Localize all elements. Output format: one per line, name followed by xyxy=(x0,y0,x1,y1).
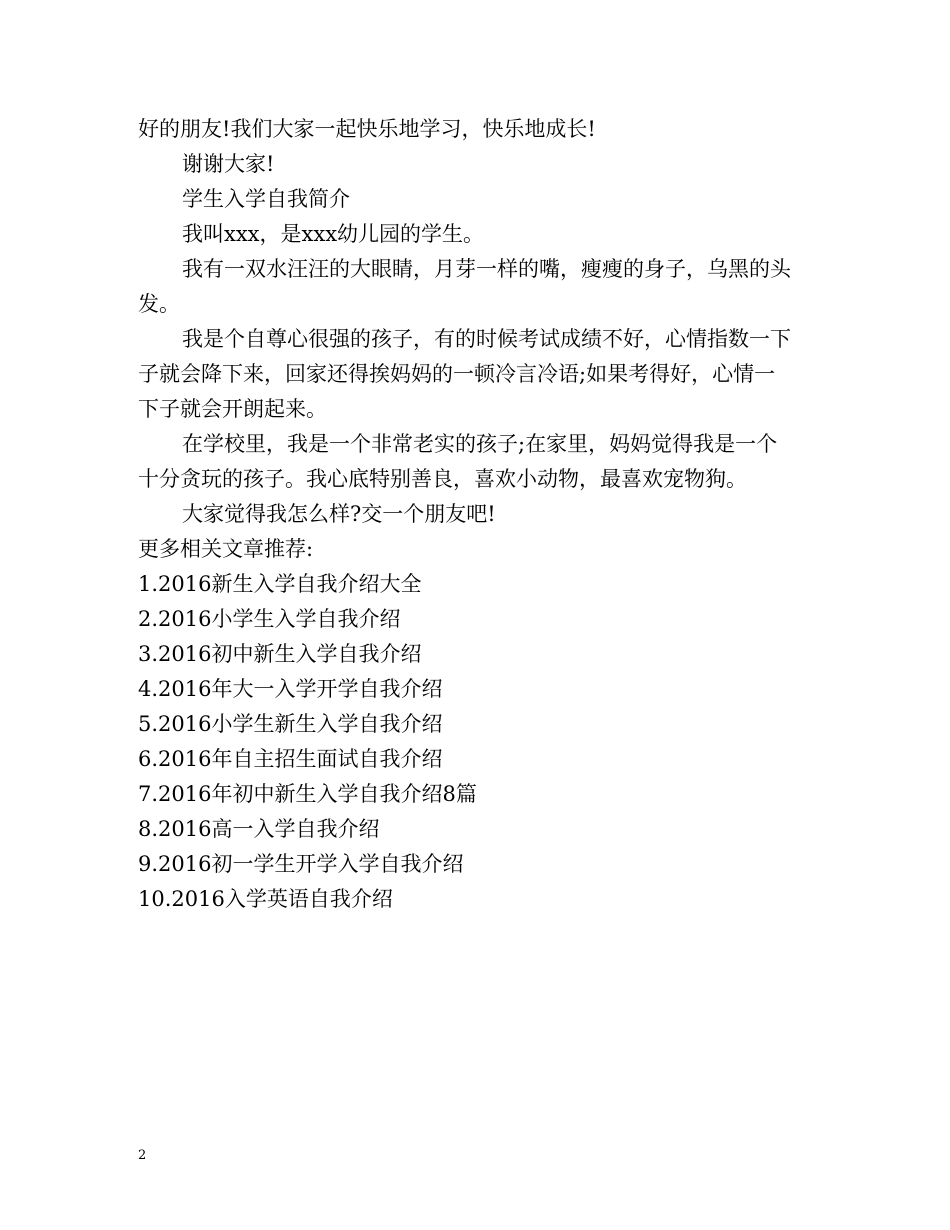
section-title: 学生入学自我简介 xyxy=(182,187,350,211)
related-article-link[interactable]: 4.2016年大一入学开学自我介绍 xyxy=(138,677,443,701)
related-article-link[interactable]: 9.2016初一学生开学入学自我介绍 xyxy=(138,852,464,876)
paragraph-appearance-line1: 我有一双水汪汪的大眼睛，月芽一样的嘴，瘦瘦的身子，乌黑的头 xyxy=(182,257,791,281)
paragraph-personality-line3: 下子就会开朗起来。 xyxy=(138,397,327,421)
paragraph-line: 好的朋友!我们大家一起快乐地学习，快乐地成长! xyxy=(138,117,596,141)
paragraph-personality-line2: 子就会降下来，回家还得挨妈妈的一顿冷言冷语;如果考得好，心情一 xyxy=(138,362,776,386)
related-article-link[interactable]: 7.2016年初中新生入学自我介绍8篇 xyxy=(138,782,477,806)
related-article-link[interactable]: 3.2016初中新生入学自我介绍 xyxy=(138,642,422,666)
related-article-link[interactable]: 5.2016小学生新生入学自我介绍 xyxy=(138,712,443,736)
paragraph-school-home-line2: 十分贪玩的孩子。我心底特别善良，喜欢小动物，最喜欢宠物狗。 xyxy=(138,467,747,491)
paragraph-thanks: 谢谢大家! xyxy=(182,152,275,176)
related-article-link[interactable]: 10.2016入学英语自我介绍 xyxy=(138,887,393,911)
related-article-link[interactable]: 8.2016高一入学自我介绍 xyxy=(138,817,380,841)
related-article-link[interactable]: 2.2016小学生入学自我介绍 xyxy=(138,607,401,631)
related-article-link[interactable]: 1.2016新生入学自我介绍大全 xyxy=(138,572,422,596)
related-article-link[interactable]: 6.2016年自主招生面试自我介绍 xyxy=(138,747,443,771)
document-body xyxy=(138,112,818,917)
paragraph-appearance-line2: 发。 xyxy=(138,292,180,316)
paragraph-personality-line1: 我是个自尊心很强的孩子，有的时候考试成绩不好，心情指数一下 xyxy=(182,327,791,351)
paragraph-closing: 大家觉得我怎么样?交一个朋友吧! xyxy=(182,502,496,526)
paragraph-school-home-line1: 在学校里，我是一个非常老实的孩子;在家里，妈妈觉得我是一个 xyxy=(182,432,778,456)
related-articles-heading: 更多相关文章推荐: xyxy=(138,537,314,561)
paragraph-name: 我叫xxx，是xxx幼儿园的学生。 xyxy=(182,222,485,246)
page-number: 2 xyxy=(138,1148,147,1163)
